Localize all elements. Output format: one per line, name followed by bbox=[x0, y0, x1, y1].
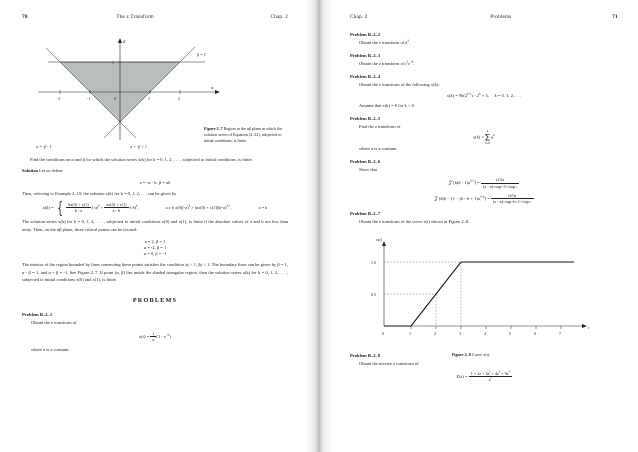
svg-text:α = -β - 1: α = -β - 1 bbox=[36, 144, 52, 149]
svg-text:7: 7 bbox=[559, 330, 561, 336]
problem-b2-2-body: Obtain the z transform of $k^3$. bbox=[359, 38, 411, 45]
problem-b2-4-equation: $x(k) = 9k(2^{k-1}) - 2^k + 3$, k = 0, 1, 2, . . . bbox=[446, 91, 522, 98]
problem-b2-1-equation: x(t) = $\frac{1}{a}$ $(1 - e^{-at})$ bbox=[139, 330, 171, 342]
figure-2-8-caption bbox=[356, 352, 606, 357]
case-row-2: $x(0)(-a)^k + [ax(0) + x(1)]k(-a)^{k-1}$, a = b bbox=[175, 203, 268, 210]
b2-6-eq2-lhs: 𝒵 $[k(k - 1)\cdot\cdot\cdot (k - h + 1)a^{k-h}]$ = bbox=[434, 194, 490, 201]
problem-b2-8-body: Obtain the inverse z transform of bbox=[359, 360, 419, 366]
problem-b2-4-body: Obtain the z transform of the following x(k): bbox=[359, 82, 440, 88]
svg-text:1: 1 bbox=[148, 96, 150, 101]
svg-text:-2: -2 bbox=[57, 96, 61, 101]
problem-b2-1-title: Problem B–2–1 bbox=[22, 312, 53, 318]
problem-b2-6-equation-2 bbox=[350, 193, 618, 205]
figure-2-7-caption-label: Figure 2–7 bbox=[204, 126, 223, 132]
problems-heading: PROBLEMS bbox=[132, 297, 178, 305]
problem-b2-5-equation: x(k) = ∑ k h=0 $a^h$ bbox=[473, 128, 495, 145]
left-folio: 70 bbox=[22, 14, 28, 20]
right-folio: 71 bbox=[612, 14, 618, 20]
svg-text:2: 2 bbox=[434, 330, 436, 336]
problem-b2-4-title: Problem B–2–4 bbox=[350, 74, 381, 80]
svg-text:3: 3 bbox=[459, 330, 461, 336]
problem-b2-3-body: Obtain the z transform of $t^2e^{-at}$. bbox=[359, 59, 415, 67]
b2-6-eq2-numerator: (h!)z bbox=[508, 192, 517, 198]
problem-b2-1-body: Obtain the z transform of bbox=[31, 320, 77, 326]
left-running-head bbox=[22, 14, 288, 22]
figure-2-7 bbox=[30, 32, 283, 150]
b2-6-eq1-denominator: (z - a)<sup>3</sup> bbox=[483, 183, 518, 189]
svg-text:0: 0 bbox=[382, 330, 384, 336]
problem-b2-5-title: Problem B–2–5 bbox=[350, 115, 381, 121]
svg-text:1: 1 bbox=[112, 60, 114, 65]
case1-numerator: bx(0) + x(1) bbox=[68, 201, 89, 207]
problem-b2-2-title: Problem B–2–2 bbox=[350, 32, 381, 37]
problem-b2-1-note: where a is a constant. bbox=[31, 347, 70, 352]
b2-6-eq1-numerator: (2!)z bbox=[496, 177, 505, 183]
b2-6-eq1-lhs: 𝒵 $[k(k - 1)a^{k-2}]$ = bbox=[448, 178, 480, 186]
problem-b2-5-body: Find the z transform of bbox=[359, 123, 401, 129]
figure-2-8-plot bbox=[356, 234, 606, 346]
case-2-condition: a = b bbox=[258, 204, 268, 210]
right-runhead-chapter: Chap. 2 bbox=[350, 14, 368, 20]
left-paragraph-2: Then, referring to Example 2–19, the solution x(k) for k = 0, 1, 2, . . . can be given by bbox=[22, 190, 177, 196]
left-paragraph-4: The interior of the region bounded by lines connecting these points satisfies the condition |a| < 1, |b| < 1. The boundary lines can be given by β = 1, α - β = 1, and α + β = -1. See Figure 2–7. If point (α, β) lies inside the shaded triangular region, then the solution series x(k) for k = 0, 1, 2, . . . , subjected to initial conditions x(0) and x(1), is finite. bbox=[22, 262, 288, 283]
problem-b2-3-title: Problem B–2–3 bbox=[350, 53, 381, 59]
svg-text:x(t): x(t) bbox=[376, 236, 383, 242]
svg-text:t: t bbox=[588, 324, 590, 330]
problem-b2-4-note: Assume that x(k) = 0 for k < 0. bbox=[359, 102, 415, 108]
svg-text:4: 4 bbox=[484, 330, 486, 336]
svg-text:6: 6 bbox=[534, 330, 536, 336]
left-paragraph-1: Find the conditions on α and β for which the solution series x(k) for k = 0, 1, 2, . . . , subjected to initial conditions, is finite. bbox=[30, 157, 253, 162]
problem-b2-8-title: Problem B–2–8 bbox=[350, 352, 381, 358]
svg-text:1: 1 bbox=[409, 330, 411, 336]
critical-point-3: α = 0, β = -1 bbox=[143, 250, 167, 256]
figure-2-8-caption-label: Figure 2–8 bbox=[451, 351, 471, 357]
left-runhead-chapter: Chap. 2 bbox=[270, 14, 288, 20]
left-page bbox=[0, 0, 306, 452]
svg-text:0.5: 0.5 bbox=[371, 291, 376, 297]
svg-text:-1: -1 bbox=[87, 96, 91, 101]
case-list bbox=[66, 202, 267, 214]
left-runhead-title: The z Transform bbox=[116, 14, 154, 20]
svg-text:5: 5 bbox=[509, 330, 511, 336]
b2-6-eq2-denominator: (z - a)<sup>h+1</sup> bbox=[492, 199, 532, 205]
figure-2-7-caption bbox=[204, 126, 286, 144]
problem-b2-7-body: Obtain the z transform of the curve x(t) shown in Figure 2–8. bbox=[359, 219, 470, 225]
case-brace: { bbox=[57, 197, 63, 217]
svg-text:β = 1: β = 1 bbox=[197, 52, 206, 57]
problem-b2-6-title: Problem B–2–6 bbox=[350, 159, 381, 165]
b2-8-denominator: $z^5$ bbox=[469, 376, 512, 382]
svg-text:0: 0 bbox=[114, 96, 116, 101]
case1-denominator-2: a - b bbox=[104, 207, 128, 213]
svg-text:β: β bbox=[123, 39, 126, 44]
case1-numerator-2: ax(0) + x(1) bbox=[106, 201, 127, 207]
equation-cases: x(k) = { $\frac{bx(0) + x(1)}{b - a}$ $(-a)^k$ + $\frac{ax(0) + x(1)}{a - b}$ $(-b)^k$, a ≠ b $x(0)(-a)^k + [ax(0) + x(1)]k(-a)^{k-1}$, a = b bbox=[42, 197, 268, 217]
svg-text:α: α bbox=[211, 85, 214, 90]
problem-b2-6-body: Show that bbox=[359, 167, 378, 173]
case1-denominator: b - a bbox=[66, 207, 91, 213]
left-solution-line bbox=[22, 167, 288, 174]
summation-symbol: ∑ k h=0 bbox=[485, 128, 491, 145]
solution-text: Let us define bbox=[39, 168, 63, 174]
solution-lead: Solution bbox=[22, 168, 39, 174]
b2-8-numerator: $1 + 2z + 3z^2 + 4z^3 + 9z^4$ bbox=[470, 369, 510, 376]
equation-define: a = -α - b, β = ab bbox=[139, 179, 171, 185]
figure-2-8-caption-text: Curve x(t). bbox=[471, 351, 491, 357]
book-gutter bbox=[306, 0, 332, 452]
critical-point-1: a = 2, β = 1 bbox=[144, 238, 166, 244]
problem-b2-8-equation: X(z) = $\frac{1 + 2z + 3z^2 + 4z^3 + 9z^4}{z^5}$ bbox=[456, 369, 510, 382]
problem-b2-6-equation-1 bbox=[350, 177, 618, 189]
case-row-1: $\frac{bx(0) + x(1)}{b - a}$ $(-a)^k$ + $\frac{ax(0) + x(1)}{a - b}$ $(-b)^k$, a ≠ b bbox=[68, 201, 175, 214]
critical-point-2: α = -2, β = 1 bbox=[143, 244, 167, 250]
figure-2-7-caption-text: Region in the αβ plane in which the solution series of Equation (2–32), subjected to initial conditions, is finite. bbox=[204, 126, 283, 144]
right-running-head bbox=[350, 14, 618, 22]
sum-lower-limit: h=0 bbox=[485, 140, 491, 145]
problem-b2-5-note: where a is a constant. bbox=[359, 145, 398, 151]
svg-text:2: 2 bbox=[178, 96, 180, 101]
case-1-condition: a ≠ b bbox=[165, 204, 175, 210]
svg-text:1.0: 1.0 bbox=[371, 259, 376, 265]
right-page bbox=[332, 0, 638, 452]
svg-text:α = -β + 1: α = -β + 1 bbox=[130, 144, 147, 149]
sum-upper-limit: k bbox=[486, 128, 489, 133]
critical-points bbox=[22, 238, 288, 257]
problem-b2-7-title: Problem B–2–7 bbox=[350, 211, 381, 217]
figure-2-7-plot bbox=[30, 32, 230, 150]
left-paragraph-3: The solution series x(k) for k = 0, 1, 2, . . . , subjected to initial conditions x(0) and x(1), is finite if the absolute values of a and b are less than unity. Then, on the αβ plane, three critical points can be located: bbox=[22, 219, 288, 232]
right-runhead-title: Problems bbox=[490, 14, 512, 20]
